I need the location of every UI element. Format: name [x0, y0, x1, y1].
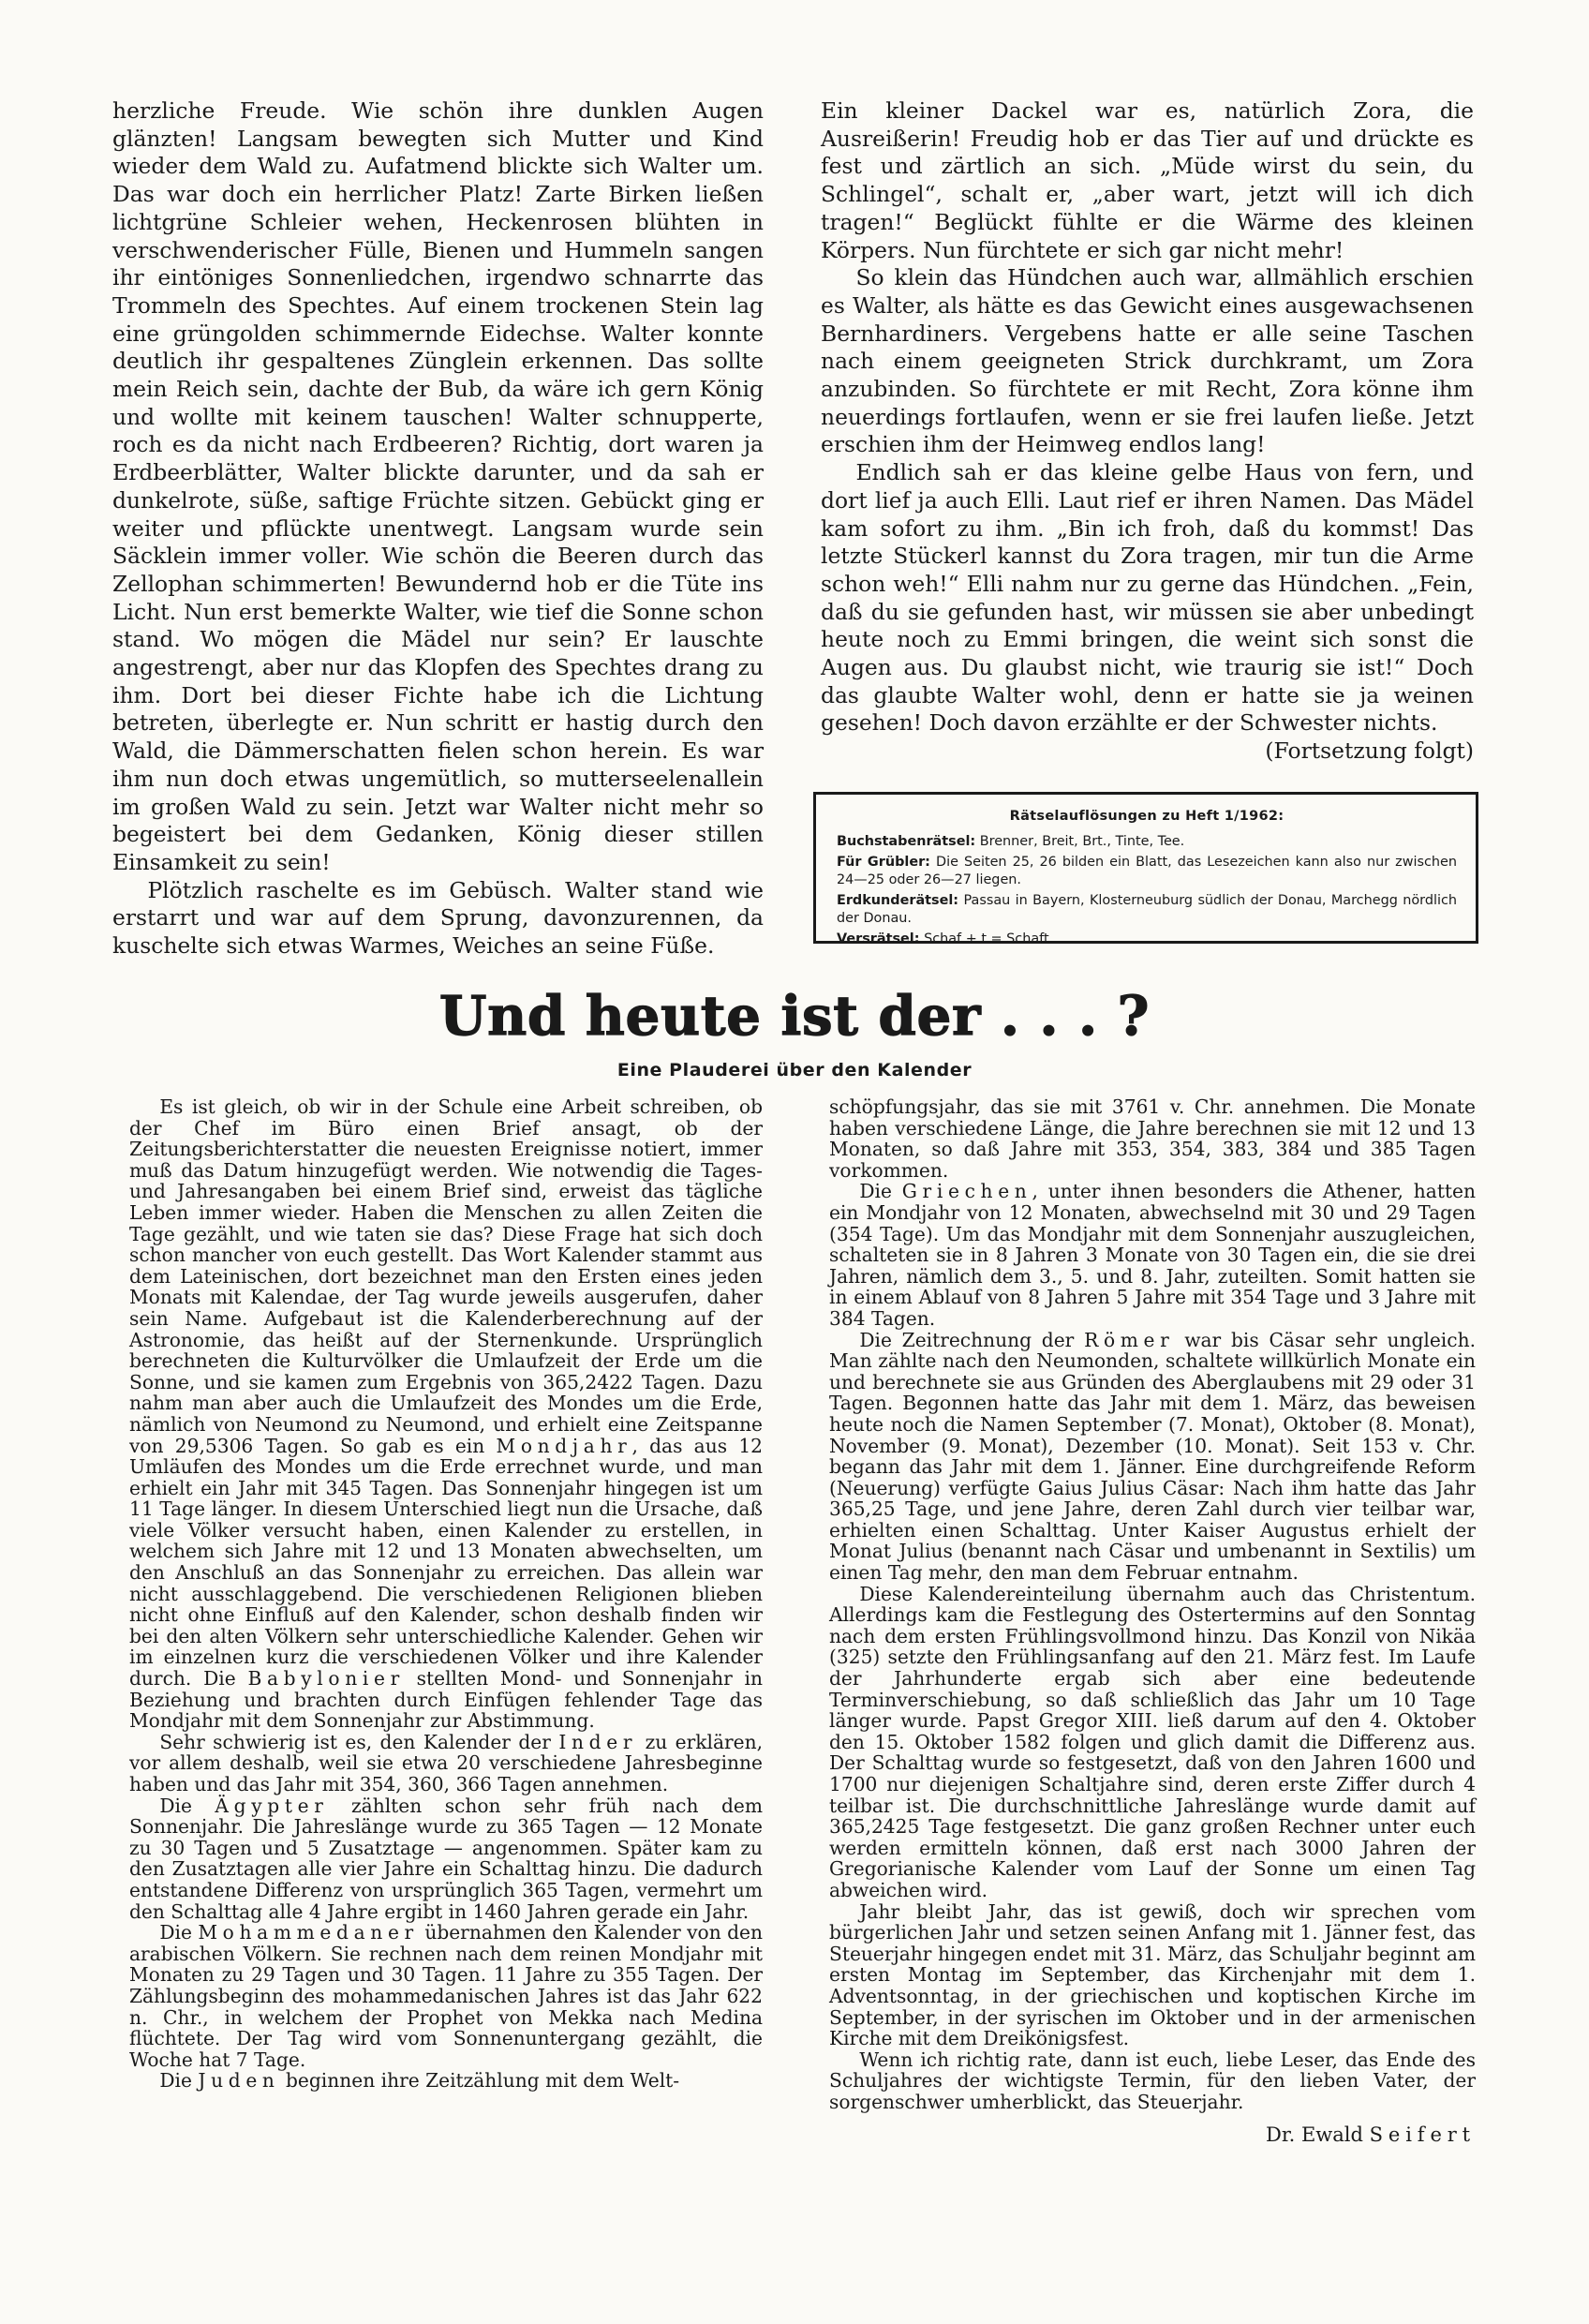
- continuation-row: [821, 737, 1474, 766]
- puzzle-solutions-title: Rätselauflösungen zu Heft 1/1962:: [1009, 809, 1285, 824]
- article-title: Und heute ist der . . . ?: [438, 984, 1151, 1048]
- article-paragraph: schöpfungsjahr, das sie mit 3761 v. Chr. annehmen. Die Monate haben verschiedene Länge, die Jahre berechnen sie mit 12 und 13 Monaten, so daß Jahre mit 353, 354, 383, 384 und 385 Tagen vorkommen.: [829, 1095, 1476, 1182]
- story-left-column: [112, 97, 764, 961]
- article-paragraph: Die Mohammedaner übernahmen den Kalender von den arabischen Völkern. Sie rechnen nach dem reinen Mondjahr mit Monaten zu 29 Tagen und 30 Tagen. 11 Jahre zu 355 Tagen. Der Zählungsbeginn des mohammedanischen Jahres ist das Jahr 622 n. Chr., in welchem der Prophet von Mekka nach Medina flüchtete. Der Tag wird vom Sonnenuntergang gezählt, die Woche hat 7 Tage.: [129, 1921, 764, 2071]
- story-right-column: [821, 97, 1474, 766]
- puzzle-solution-line: [837, 833, 1457, 851]
- story-paragraph: So klein das Hündchen auch war, allmählich erschien es Walter, als hätte es das Gewicht eines ausgewachsenen Bernhardiners. Vergebens hatte er alle seine Taschen nach einem geeigneten Strick durchkramt, um Zora anzubinden. So fürchtete er mit Recht, Zora könne ihm neuerdings fortlaufen, wenn er sie frei laufen ließe. Jetzt erschien ihm der Heimweg endlos lang!: [821, 264, 1474, 458]
- emphasis-term: Babylonier: [247, 1667, 405, 1691]
- story-paragraph: Plötzlich raschelte es im Gebüsch. Walter stand wie erstarrt und war auf dem Sprung, davonzurennen, da kuschelte sich etwas Warmes, Weiches an seine Füße.: [112, 876, 764, 960]
- story-paragraph: Endlich sah er das kleine gelbe Haus von fern, und dort lief ja auch Elli. Laut rief er ihren Namen. Das Mädel kam sofort zu ihm. „Bin ich froh, daß du kommst! Das letzte Stückerl kannst du Zora tragen, mir tun die Arme schon weh!“ Elli nahm nur zu gerne das Hündchen. „Fein, daß du sie gefunden hast, wir müssen sie aber unbedingt heute noch zu Emmi bringen, die weint sich sonst die Augen aus. Du glaubst nicht, wie traurig sie ist!“ Doch das glaubte Walter wohl, denn er hatte sie ja weinen gesehen! Doch davon erzählte er der Schwester nichts.: [821, 459, 1474, 737]
- article-subtitle: Eine Plauderei über den Kalender: [616, 1060, 973, 1080]
- article-paragraph: Diese Kalendereinteilung übernahm auch das Christentum. Allerdings kam die Festlegung des Ostertermins auf den Sonntag nach dem ersten Frühlingsvollmond hinzu. Das Konzil von Nikäa (325) setzte den Frühlingsanfang auf den 21. März fest. Im Laufe der Jahrhunderte ergab sich aber eine bedeutende Terminverschiebung, so daß schließlich das Jahr um 10 Tage länger wurde. Papst Gregor XIII. ließ darum auf den 4. Oktober den 15. Oktober 1582 folgen und glich damit die Differenz aus. Der Schalttag wurde so festgesetzt, daß von den Jahren 1600 und 1700 nur diejenigen Schaltjahre sind, deren erste Ziffer durch 4 teilbar ist. Die durchschnittliche Jahreslänge wurde damit auf 365,2425 Tage festgesetzt. Die ganz großen Rechner unter euch werden ermitteln können, daß erst nach 3000 Jahren der Gregorianische Kalender vom Lauf der Sonne um einen Tag abweichen wird.: [829, 1582, 1476, 1901]
- puzzle-solution-line: [837, 931, 1457, 948]
- puzzle-label: Erdkunderätsel:: [837, 893, 959, 908]
- puzzle-label: Versrätsel:: [837, 931, 920, 946]
- emphasis-term: Ägypter: [215, 1794, 329, 1817]
- puzzle-solutions-box: [813, 792, 1478, 944]
- article-left-column: [129, 1096, 763, 2092]
- article-paragraph: Wenn ich richtig rate, dann ist euch, liebe Leser, das Ende des Schuljahres der wichtigste Termin, für den lieben Vater, der sorgenschwer umherblickt, das Steuerjahr.: [829, 2048, 1476, 2113]
- emphasis-term: Inder: [558, 1730, 638, 1753]
- puzzle-answer: Schaf + t = Schaft.: [924, 931, 1054, 946]
- emphasis-term: Juden: [198, 2069, 280, 2093]
- puzzle-label: Buchstabenrätsel:: [837, 834, 976, 849]
- article-paragraph: Jahr bleibt Jahr, das ist gewiß, doch wir sprechen vom bürgerlichen Jahr und setzen seinen Anfang mit 1. Jänner fest, das Steuerjahr hingegen endet mit 31. März, das Schuljahr beginnt am ersten Montag im September, das Kirchenjahr mit dem 1. Adventsonntag, in der griechischen und koptischen Kirche im September, in der syrischen im Oktober und in der armenischen Kirche mit dem Dreikönigsfest.: [829, 1899, 1476, 2050]
- article-paragraph: Sehr schwierig ist es, den Kalender der Inder zu erklären, vor allem deshalb, weil sie etwa 20 verschiedene Jahresbeginne haben und das Jahr mit 354, 360, 366 Tagen annehmen.: [129, 1730, 763, 1795]
- puzzle-answer: Die Seiten 25, 26 bilden ein Blatt, das Lesezeichen kann also nur zwischen 24—25 oder 26—27 liegen.: [837, 855, 1458, 887]
- puzzle-label: Für Grübler:: [837, 855, 930, 870]
- emphasis-term: Mohammedaner: [198, 1921, 419, 1944]
- puzzle-answer: Passau in Bayern, Klosterneuburg südlich der Donau, Marchegg nördlich der Donau.: [837, 893, 1457, 926]
- article-paragraph: Die Juden beginnen ihre Zeitzählung mit dem Welt-: [159, 2069, 680, 2093]
- puzzle-solution-line: [837, 854, 1457, 889]
- emphasis-term: Griechen: [901, 1180, 1032, 1203]
- article-paragraph: Die Zeitrechnung der Römer war bis Cäsar sehr ungleich. Man zählte nach den Neumonden, schaltete willkürlich Monate ein und berechnete sie aus Gründen des Aberglaubens mit 29 oder 31 Tagen. Begonnen hatte das Jahr mit dem 1. März, das beweisen heute noch die Namen September (7. Monat), Oktober (8. Monat), November (9. Monat), Dezember (10. Monat). Seit 153 v. Chr. begann das Jahr mit dem 1. Jänner. Eine durchgreifende Reform (Neuerung) verfügte Gaius Julius Cäsar: Nach ihm hatte das Jahr 365,25 Tage, und jene Jahre, deren Zahl durch vier teilbar war, erhielten einen Schalttag. Unter Kaiser Augustus erhielt der Monat Julius (benannt nach Cäsar und umbenannt in Sextilis) um einen Tag mehr, den man dem Februar entnahm.: [829, 1328, 1476, 1585]
- article-paragraph: Die Ägypter zählten schon sehr früh nach dem Sonnenjahr. Die Jahreslänge wurde zu 365 Tagen — 12 Monate zu 30 Tagen und 5 Zusatztage — angenommen. Später kam zu den Zusatztagen alle vier Jahre ein Schalttag hinzu. Die dadurch entstandene Differenz von ursprünglich 365 Tagen, vermehrt um den Schalttag alle 4 Jahre ergibt in 1460 Jahren gerade ein Jahr.: [129, 1794, 763, 1923]
- story-paragraph: Ein kleiner Dackel war es, natürlich Zora, die Ausreißerin! Freudig hob er das Tier auf und drückte es fest und zärtlich an sich. „Müde wirst du sein, du Schlingel“, schalt er, „aber wart, jetzt will ich dich tragen!“ Beglückt fühlte er die Wärme des kleinen Körpers. Nun fürchtete er sich gar nicht mehr!: [821, 97, 1474, 263]
- puzzle-solution-line: [837, 892, 1457, 928]
- puzzle-answer: Brenner, Breit, Brt., Tinte, Tee.: [979, 834, 1185, 849]
- author-surname: Seifert: [1369, 2123, 1476, 2146]
- author-byline: Dr. Ewald Seifert: [1266, 2123, 1476, 2146]
- continuation-note: (Fortsetzung folgt): [1265, 737, 1474, 765]
- article-paragraph: Es ist gleich, ob wir in der Schule eine Arbeit schreiben, ob der Chef im Büro einen Brief ansagt, ob der Zeitungsberichterstatter die neuesten Ereignisse notiert, immer muß das Datum hinzugefügt werden. Wie notwendig die Tages- und Jahresangaben bei einem Brief sind, erweist das tägliche Leben immer wieder. Haben die Menschen zu allen Zeiten die Tage gezählt, und wie taten sie das? Diese Frage hat sich doch schon mancher von euch gestellt. Das Wort Kalender stammt aus dem Lateinischen, dort bezeichnet man den Ersten eines jeden Monats mit Kalendae, der Tag wurde jeweils ausgerufen, daher sein Name. Aufgebaut ist die Kalenderberechnung auf der Astronomie, das heißt auf der Sternenkunde. Ursprünglich berechneten die Kulturvölker die Umlaufzeit der Erde um die Sonne, und sie kamen zum Ergebnis von 365,2422 Tagen. Dazu nahm man aber auch die Umlaufzeit des Mondes um die Erde, nämlich von Neumond zu Neumond, und erhielt eine Zeitspanne von 29,5306 Tagen. So gab es ein Mondjahr, das aus 12 Umläufen des Mondes um die Erde errechnet wurde, und man erhielt ein Jahr mit 345 Tagen. Das Sonnenjahr hingegen ist um 11 Tage länger. In diesem Unterschied liegt nun die Ursache, daß viele Völker versucht haben, einen Kalender zu erstellen, in welchem sich Jahre mit 12 und 13 Monaten abwechselten, um den Anschluß an das Sonnenjahr zu erreichen. Das allein war nicht ausschlaggebend. Die verschiedenen Religionen blieben nicht ohne Einfluß auf den Kalender, schon deshalb finden wir bei den alten Völkern sehr unterschiedliche Kalender. Gehen wir im einzelnen kurz die verschiedenen Völker und ihre Kalender durch. Die Babylonier stellten Mond- und Sonnenjahr in Beziehung und brachten durch Einfügen fehlender Tage das Mondjahr mit dem Sonnenjahr zur Abstimmung.: [129, 1095, 764, 1733]
- emphasis-term: Mondjahr: [496, 1434, 632, 1457]
- article-right-column: [829, 1096, 1476, 2145]
- article-paragraph: Die Griechen, unter ihnen besonders die Athener, hatten ein Mondjahr von 12 Monaten, abwechselnd mit 30 und 29 Tagen (354 Tage). Um das Mondjahr mit dem Sonnenjahr auszugleichen, schalteten sie in 8 Jahren 3 Monate von 30 Tagen ein, die sie drei Jahren, nämlich dem 3., 5. und 8. Jahr, zuteilten. Somit hatten sie in einem Ablauf von 8 Jahren 5 Jahre mit 354 Tage und 3 Jahre mit 384 Tagen.: [829, 1180, 1476, 1330]
- emphasis-term: Römer: [1084, 1328, 1175, 1351]
- story-paragraph: herzliche Freude. Wie schön ihre dunklen Augen glänzten! Langsam bewegten sich Mutter und Kind wieder dem Wald zu. Aufatmend blickte sich Walter um. Das war doch ein herrlicher Platz! Zarte Birken ließen lichtgrüne Schleier wehen, Heckenrosen blühten in verschwenderischer Fülle, Bienen und Hummeln sangen ihr eintöniges Sonnenliedchen, irgendwo schnarrte das Trommeln des Spechtes. Auf einem trockenen Stein lag eine grüngolden schimmernde Eidechse. Walter konnte deutlich ihr gespaltenes Zünglein erkennen. Das sollte mein Reich sein, dachte der Bub, da wäre ich gern König und wollte mit keinem tauschen! Walter schnupperte, roch es da nicht nach Erdbeeren? Richtig, dort waren ja Erdbeerblätter, Walter blickte darunter, und da sah er dunkelrote, süße, saftige Früchte sitzen. Gebückt ging er weiter und pflückte unentwegt. Langsam wurde sein Säcklein immer voller. Wie schön die Beeren durch das Zellophan schimmerten! Bewundernd hob er die Tüte ins Licht. Nun erst bemerkte Walter, wie tief die Sonne schon stand. Wo mögen die Mädel nur sein? Er lauschte angestrengt, aber nur das Klopfen des Spechtes drang zu ihm. Dort bei dieser Fichte habe ich die Lichtung betreten, überlegte er. Nun schritt er hastig durch den Wald, die Dämmerschatten fielen schon herein. Es war ihm nun doch etwas ungemütlich, so mutterseelenallein im großen Wald zu sein. Jetzt war Walter nicht mehr so begeistert bei dem Gedanken, König dieser stillen Einsamkeit zu sein!: [112, 97, 764, 875]
